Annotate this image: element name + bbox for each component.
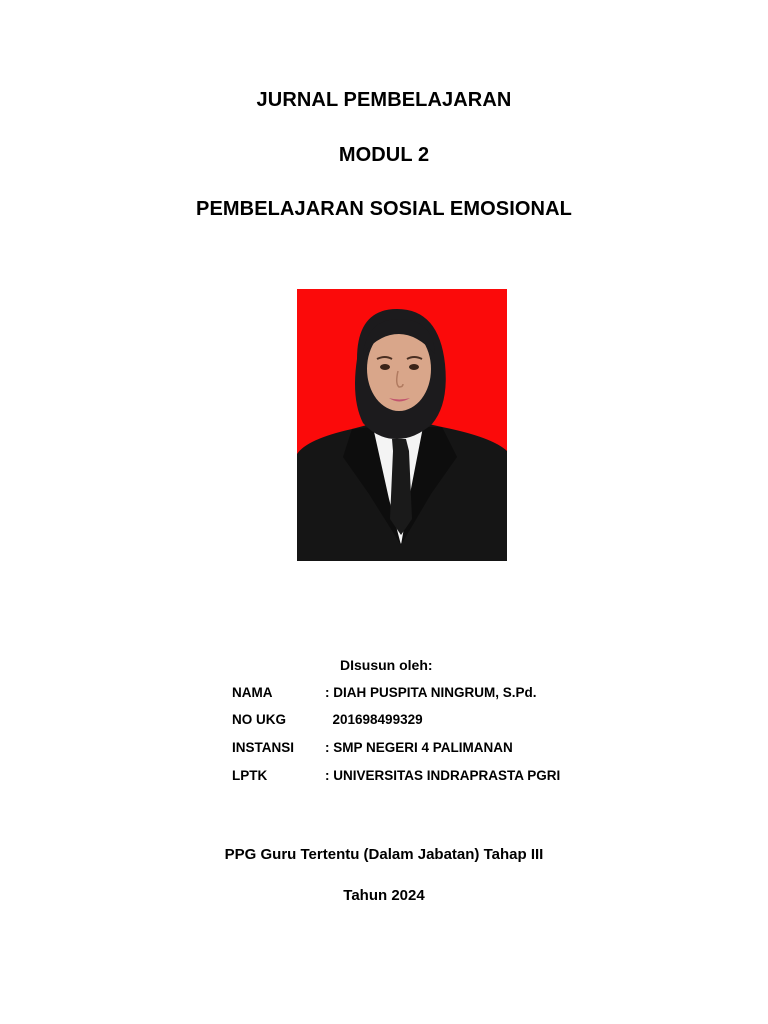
prepared-by-label: DIsusun oleh: bbox=[340, 657, 433, 673]
info-value: : UNIVERSITAS INDRAPRASTA PGRI bbox=[325, 768, 561, 783]
author-photo bbox=[297, 289, 507, 561]
info-label: INSTANSI bbox=[232, 740, 295, 755]
info-label: LPTK bbox=[232, 768, 268, 783]
program-name: PPG Guru Tertentu (Dalam Jabatan) Tahap III bbox=[224, 846, 544, 863]
info-label: NAMA bbox=[232, 685, 273, 700]
info-value: 201698499329 bbox=[325, 712, 423, 727]
year-label: Tahun 2024 bbox=[343, 887, 425, 904]
info-label: NO UKG bbox=[232, 712, 286, 727]
info-value: : SMP NEGERI 4 PALIMANAN bbox=[325, 740, 513, 755]
subject-title: PEMBELAJARAN SOSIAL EMOSIONAL bbox=[196, 198, 572, 220]
document-title: JURNAL PEMBELAJARAN bbox=[256, 89, 512, 111]
info-value: : DIAH PUSPITA NINGRUM, S.Pd. bbox=[325, 685, 537, 700]
module-title: MODUL 2 bbox=[338, 144, 430, 166]
